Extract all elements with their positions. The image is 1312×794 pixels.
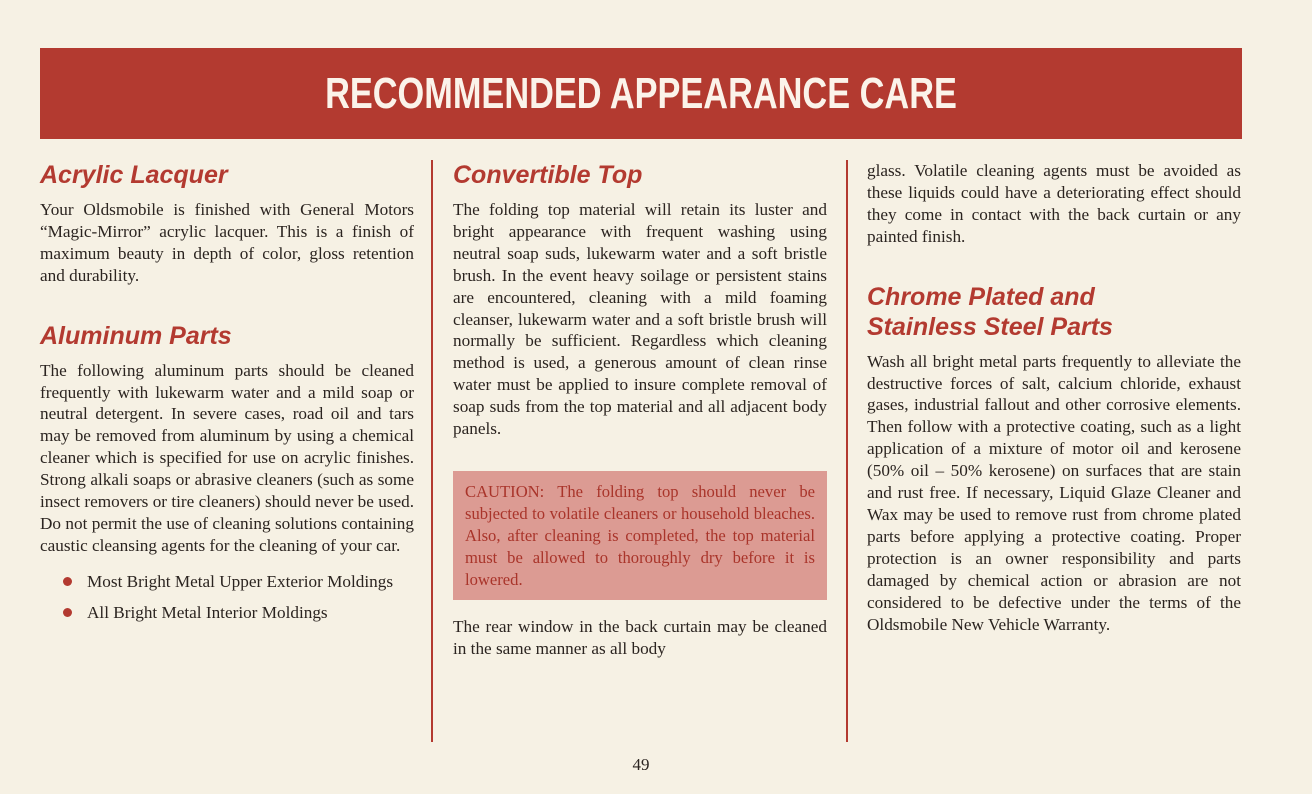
caution-text: CAUTION: The folding top should never be subjected to volatile cleaners or household bleaches. Also, after cleaning is completed, the top material must be allowed to thoroughly dry before it is lowered.	[465, 481, 815, 589]
heading-chrome-stainless	[867, 282, 1241, 342]
continued-text: glass. Volatile cleaning agents must be avoided as these liquids could have a deteriorating effect should they come in contact with the back curtain or any painted finish.	[867, 161, 1241, 246]
heading-acrylic-lacquer: Acrylic Lacquer	[40, 161, 228, 189]
heading-line: Chrome Plated and	[867, 282, 1095, 311]
rear-window-text: The rear window in the back curtain may be cleaned in the same manner as all body	[453, 616, 827, 658]
heading-convertible-top: Convertible Top	[453, 161, 643, 189]
column-divider-right	[846, 160, 848, 742]
list-item-text: All Bright Metal Interior Moldings	[87, 602, 328, 622]
convertible-top-text: The folding top material will retain its luster and bright appearance with frequent washing using neutral soap suds, lukewarm water and a soft bristle brush. In the event heavy soilage or persistent stains are encountered, cleaning with a mild foaming cleanser, lukewarm water and a soft bristle brush will normally be sufficient. Regardless which cleaning method is used, a generous amount of clean rinse water must be applied to insure complete removal of soap suds from the top material and all adjacent body panels.	[453, 200, 827, 439]
page-number: 49	[632, 755, 650, 774]
heading-line: Stainless Steel Parts	[867, 312, 1113, 341]
column-middle	[453, 160, 827, 660]
bullet-icon	[63, 608, 72, 617]
column-divider-left	[431, 160, 433, 742]
heading-aluminum-parts: Aluminum Parts	[40, 321, 232, 350]
list-item	[40, 571, 414, 593]
column-left	[40, 160, 414, 633]
page-title: RECOMMENDED APPEARANCE CARE	[325, 68, 957, 118]
aluminum-parts-text: The following aluminum parts should be cleaned frequently with lukewarm water and a mild soap or neutral detergent. In severe cases, road oil and tars may be removed from aluminum by using a chemical cleaner which is specified for use on acrylic finishes. Strong alkali soaps or abrasive cleaners (such as some insect removers or tire cleaners) should never be used. Do not permit the use of cleaning solutions containing caustic cleansing agents for the cleaning of your car.	[40, 360, 414, 555]
list-item	[40, 602, 414, 624]
chrome-stainless-text: Wash all bright metal parts frequently to alleviate the destructive forces of salt, calcium chloride, exhaust gases, industrial fallout and other corrosive elements. Then follow with a protective coating, such as a light application of a mixture of motor oil and kerosene (50% oil – 50% kerosene) on surfaces that are stain and rust free. If necessary, Liquid Glaze Cleaner and Wax may be used to remove rust from chrome plated parts before applying a protective coating. Proper protection is an owner responsibility and parts damaged by chemical action or abrasion are not considered to be defective under the terms of the Oldsmobile New Vehicle Warranty.	[867, 351, 1241, 634]
acrylic-lacquer-text: Your Oldsmobile is finished with General Motors “Magic-Mirror” acrylic lacquer. This is a finish of maximum beauty in depth of color, gloss retention and durability.	[40, 200, 414, 285]
list-item-text: Most Bright Metal Upper Exterior Moldings	[87, 571, 394, 591]
title-banner	[40, 48, 1242, 139]
column-right	[867, 160, 1241, 635]
aluminum-parts-list	[40, 571, 414, 624]
caution-box	[453, 471, 827, 600]
bullet-icon	[63, 577, 72, 586]
